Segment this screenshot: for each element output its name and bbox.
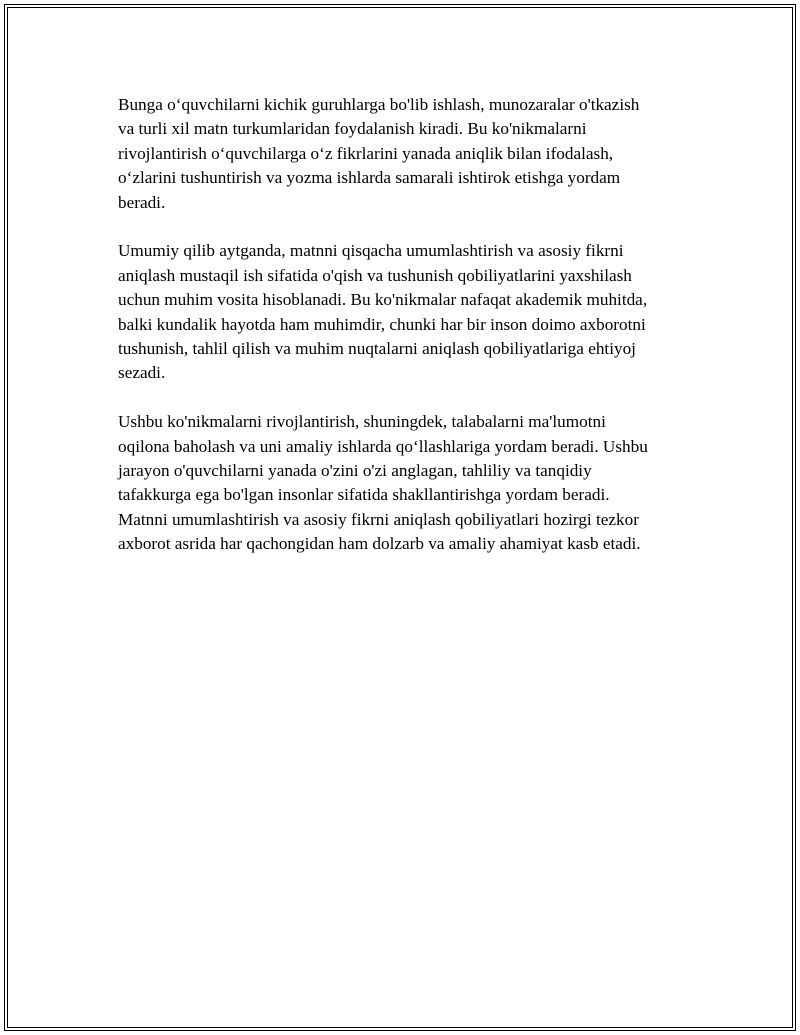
paragraph-3: Ushbu ko'nikmalarni rivojlantirish, shuningdek, talabalarni ma'lumotni oqilona baholash va uni amaliy ishlarda qo‘llashlariga yordam beradi. Ushbu jarayon o'quvchilarni yanada o'zini o'zi anglagan, tahliliy va tanqidiy tafakkurga ega bo'lgan insonlar sifatida shakllantirishga yordam beradi. Matnni umumlashtirish va asosiy fikrni aniqlash qobiliyatlari hozirgi tezkor axborot asrida har qachongidan ham dolzarb va amaliy ahamiyat kasb etadi. — [118, 412, 648, 554]
paragraph-2: Umumiy qilib aytganda, matnni qisqacha umumlashtirish va asosiy fikrni aniqlash mustaqil ish sifatida o'qish va tushunish qobiliyatlarini yaxshilash uchun muhim vosita hisoblanadi. Bu ko'nikmalar nafaqat akademik muhitda, balki kundalik hayotda ham muhimdir, chunki har bir inson doimo axborotni tushunish, tahlil qilish va muhim nuqtalarni aniqlash qobiliyatlariga ehtiyoj sezadi. — [118, 241, 648, 383]
paragraph-1: Bunga o‘quvchilarni kichik guruhlarga bo'lib ishlash, munozaralar o'tkazish va turli xil matn turkumlaridan foydalanish kiradi. Bu ko'nikmalarni rivojlantirish o‘quvchilarga o‘z fikrlarini yanada aniqlik bilan ifodalash, o‘zlarini tushuntirish va yozma ishlarda samarali ishtirok etishga yordam beradi. — [118, 95, 640, 212]
document-body — [118, 93, 690, 581]
